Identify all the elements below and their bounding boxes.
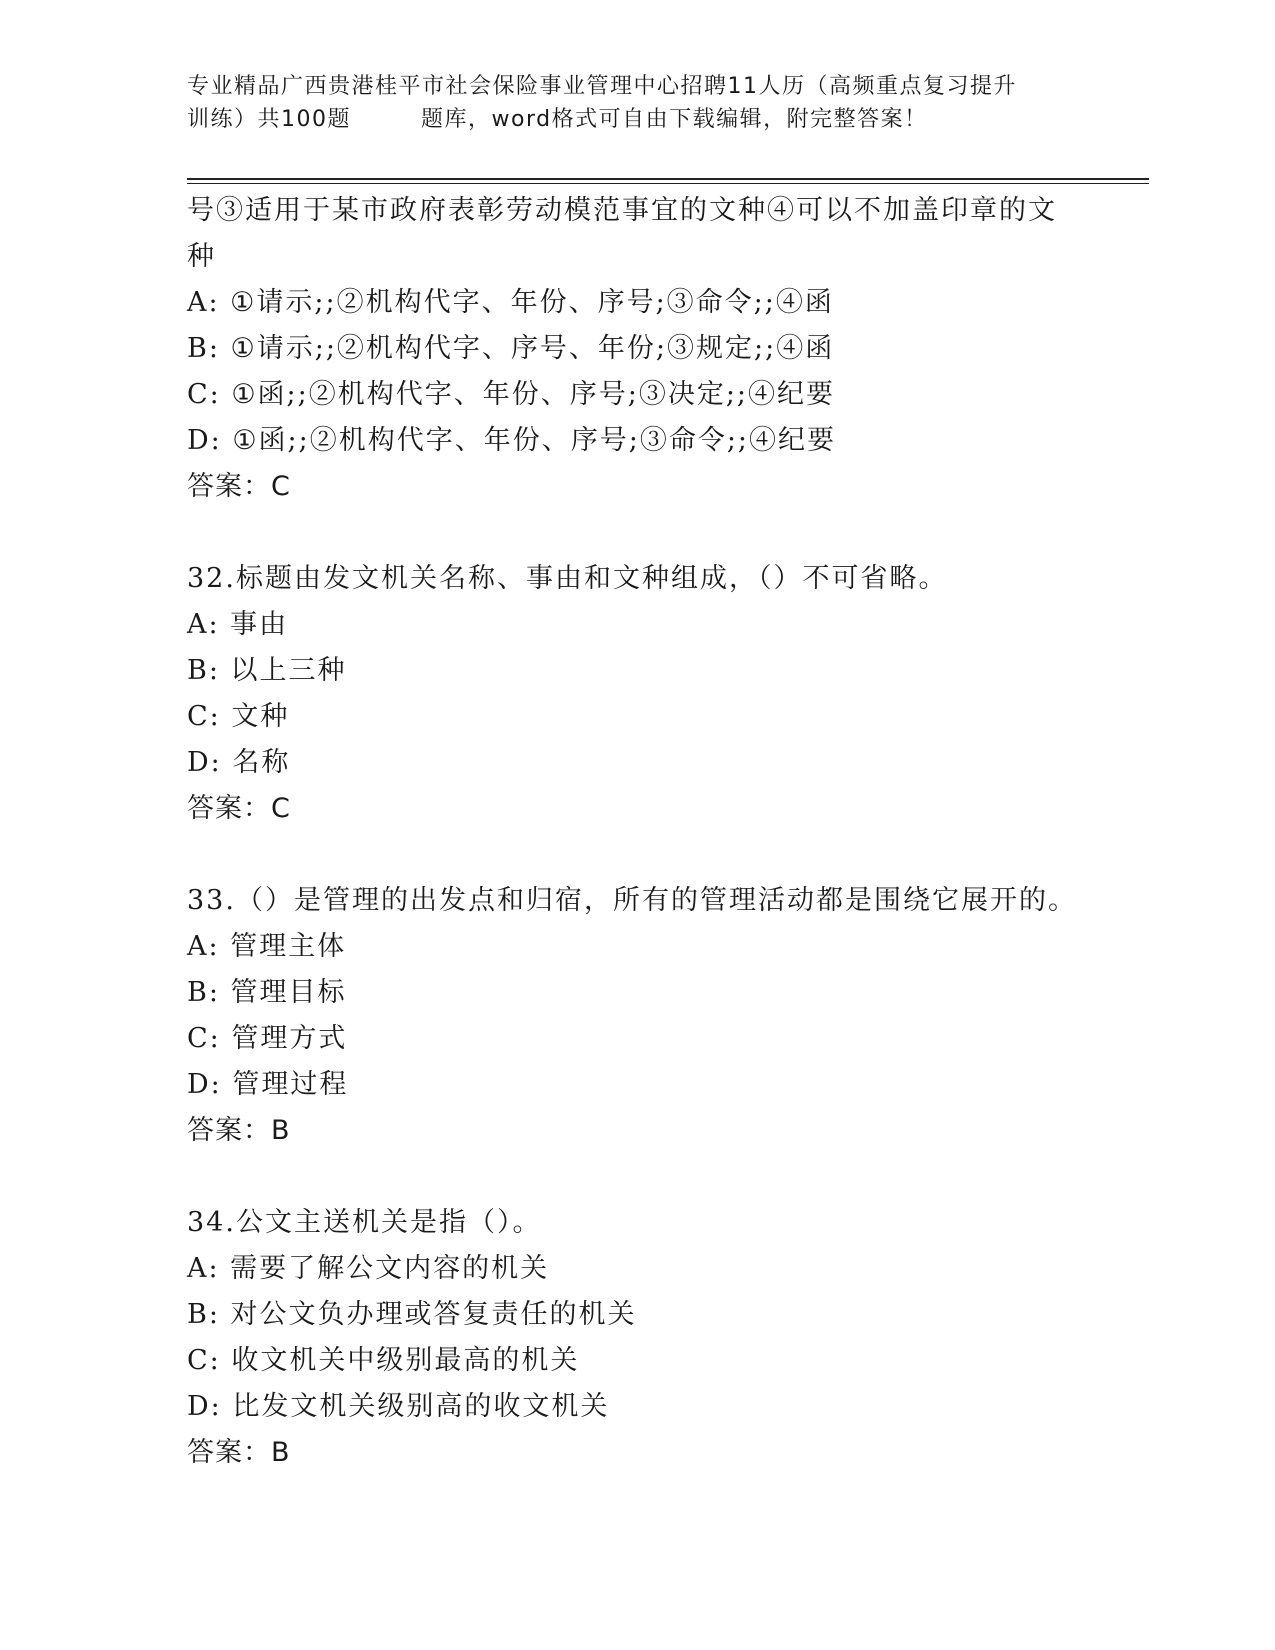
- document-header: [187, 70, 1087, 136]
- header-line-2-part-b: 题库，word格式可自由下载编辑，附完整答案！: [421, 107, 928, 132]
- header-line-2: [187, 103, 1087, 136]
- header-divider-thick: [187, 178, 1149, 180]
- option-a: A: 事由: [187, 609, 289, 640]
- question-32: [187, 556, 1087, 832]
- question-stem: 34.公文主送机关是指（）。: [187, 1207, 542, 1238]
- header-divider-thin: [187, 183, 1149, 184]
- question-stem-line: 号③适用于某市政府表彰劳动模范事宜的文种④可以不加盖印章的文: [187, 195, 1057, 226]
- answer-line: 答案：C: [187, 793, 291, 824]
- option-a: A: 管理主体: [187, 931, 347, 962]
- header-line-2-part-a: 训练）共100题: [187, 107, 351, 132]
- option-b: B: 对公文负办理或答复责任的机关: [187, 1299, 637, 1330]
- question-31-continued: [187, 188, 1087, 510]
- option-b: B: ①请示;;②机构代字、序号、年份;③规定;;④函: [187, 333, 835, 364]
- option-d: D: 比发文机关级别高的收文机关: [187, 1391, 610, 1422]
- answer-line: 答案：B: [187, 1437, 291, 1468]
- question-list: [187, 188, 1087, 1476]
- option-c: C: 收文机关中级别最高的机关: [187, 1345, 580, 1376]
- question-34: [187, 1200, 1087, 1476]
- option-b: B: 以上三种: [187, 655, 347, 686]
- header-line-1: 专业精品广西贵港桂平市社会保险事业管理中心招聘11人历（高频重点复习提升: [187, 74, 1017, 99]
- question-33: [187, 878, 1087, 1154]
- answer-line: 答案：B: [187, 1115, 291, 1146]
- question-stem: 32.标题由发文机关名称、事由和文种组成，（）不可省略。: [187, 563, 948, 594]
- option-c: C: ①函;;②机构代字、年份、序号;③决定;;④纪要: [187, 379, 836, 410]
- option-c: C: 文种: [187, 701, 290, 732]
- option-d: D: 管理过程: [187, 1069, 349, 1100]
- option-a: A: 需要了解公文内容的机关: [187, 1253, 550, 1284]
- question-stem: 33.（）是管理的出发点和归宿，所有的管理活动都是围绕它展开的。: [187, 885, 1077, 916]
- option-d: D: ①函;;②机构代字、年份、序号;③命令;;④纪要: [187, 425, 837, 456]
- answer-line: 答案：C: [187, 471, 291, 502]
- option-b: B: 管理目标: [187, 977, 347, 1008]
- question-stem-line: 种: [187, 241, 216, 272]
- option-a: A: ①请示;;②机构代字、年份、序号;③命令;;④函: [187, 287, 834, 318]
- option-d: D: 名称: [187, 747, 291, 778]
- option-c: C: 管理方式: [187, 1023, 348, 1054]
